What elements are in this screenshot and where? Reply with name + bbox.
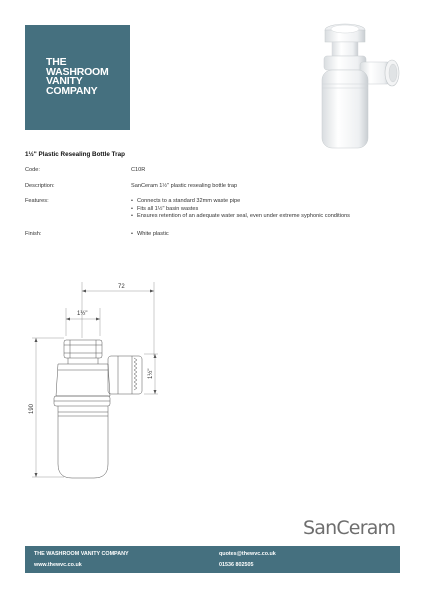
product-photo — [300, 18, 412, 154]
feature-item: • Connects to a standard 32mm waste pipe — [131, 198, 350, 206]
description-label: Description: — [25, 183, 55, 189]
footer-website-link[interactable]: www.thewvc.co.uk — [34, 562, 82, 568]
footer-email-link[interactable]: quotes@thewvc.co.uk — [219, 551, 276, 557]
logo-line-2: WASHROOM — [46, 65, 109, 78]
dim-width-label: 72 — [118, 284, 125, 290]
sanceram-logo: SanCeram — [303, 517, 396, 539]
dim-outlet-label: 1½" — [148, 368, 154, 379]
finish-item: • White plastic — [131, 231, 169, 239]
company-logo — [25, 25, 130, 130]
technical-drawing — [22, 278, 172, 484]
feature-item: • Ensures retention of an adequate water seal, even under extreme syphonic conditions — [131, 213, 350, 221]
features-label: Features: — [25, 198, 49, 204]
description-value: SanCeram 1½" plastic resealing bottle trap — [131, 183, 238, 189]
dim-inlet-label: 1½" — [77, 311, 88, 317]
footer-phone: 01536 802505 — [219, 562, 254, 568]
finish-list — [131, 231, 169, 239]
code-value: C10R — [131, 167, 146, 173]
code-label: Code: — [25, 167, 40, 173]
footer-bar — [25, 546, 400, 573]
dim-height-label: 190 — [29, 403, 35, 414]
logo-line-1: THE — [46, 56, 67, 68]
product-title: 1½" Plastic Resealing Bottle Trap — [25, 151, 125, 158]
footer-company: THE WASHROOM VANITY COMPANY — [34, 551, 129, 557]
feature-item: • Fits all 1½" basin wastes — [131, 206, 350, 214]
features-list — [131, 198, 350, 221]
finish-label: Finish: — [25, 231, 42, 237]
logo-line-4: COMPANY — [46, 84, 98, 97]
logo-line-3: VANITY — [46, 75, 83, 87]
